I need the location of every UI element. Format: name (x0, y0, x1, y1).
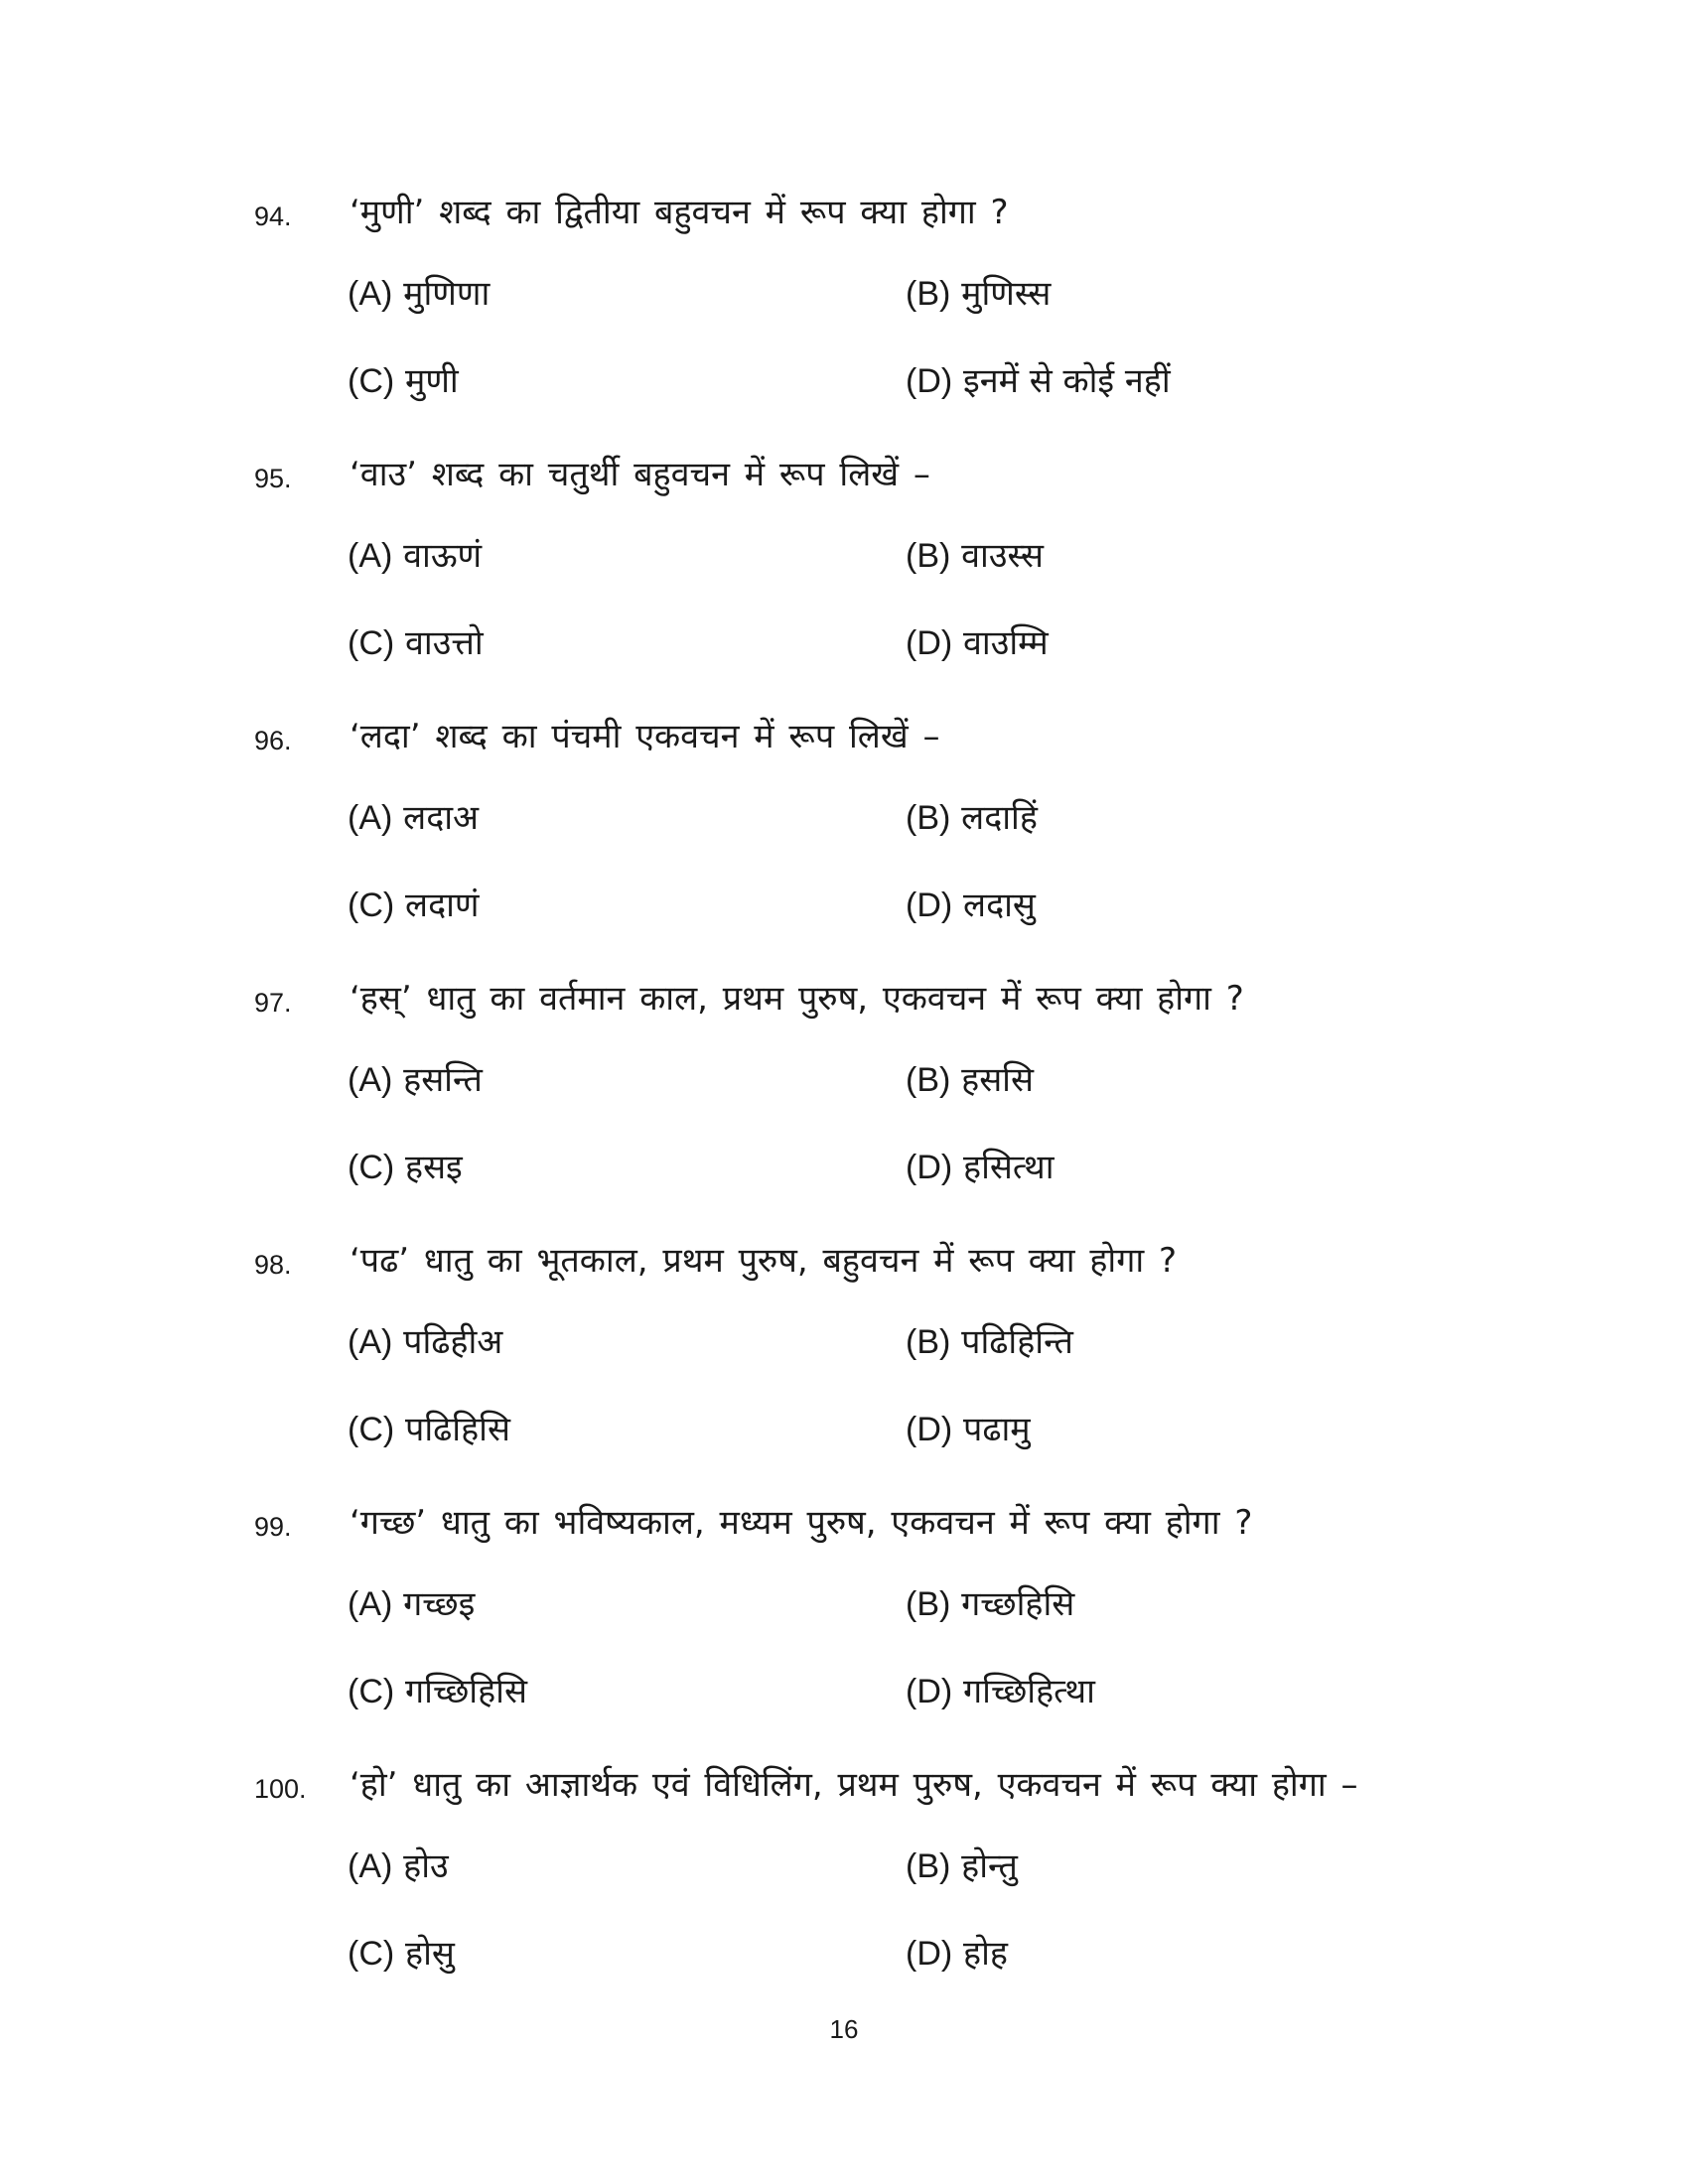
option-label: (D) (906, 1149, 953, 1186)
question-98 (0, 1231, 1688, 1493)
option-a (348, 1580, 475, 1628)
option-c (348, 357, 459, 405)
option-a (348, 794, 479, 842)
option-d (906, 882, 1036, 929)
option-text: होह (963, 1934, 1008, 1974)
option-d (906, 619, 1049, 667)
option-label: (D) (906, 1411, 953, 1448)
question-text: ‘गच्छ’ धातु का भविष्यकाल, मध्यम पुरुष, एकवचन में रूप क्या होगा ? (350, 1503, 1253, 1543)
question-number: 95. (254, 464, 292, 493)
option-label: (A) (348, 1061, 393, 1099)
option-d (906, 1668, 1095, 1715)
option-label: (D) (906, 1935, 953, 1973)
option-d (906, 1406, 1031, 1453)
question-number: 94. (254, 202, 292, 231)
option-d (906, 1144, 1055, 1191)
option-c (348, 882, 480, 929)
option-text: गच्छइ (403, 1584, 476, 1624)
option-a (348, 1056, 483, 1104)
option-text: पढिहिसि (405, 1410, 510, 1449)
question-line (0, 183, 1688, 238)
option-c (348, 1144, 463, 1191)
option-text: पढिहीअ (403, 1322, 503, 1362)
option-label: (C) (348, 1149, 395, 1186)
question-number: 99. (254, 1512, 292, 1542)
option-text: हसइ (405, 1148, 463, 1187)
option-text: गच्छिहित्था (963, 1672, 1095, 1711)
option-text: वाऊणं (403, 536, 483, 576)
option-text: वाउत्तो (405, 623, 484, 663)
question-text: ‘लदा’ शब्द का पंचमी एकवचन में रूप लिखें – (350, 717, 940, 756)
question-text: ‘हो’ धातु का आज्ञार्थक एवं विधिलिंग, प्रथम पुरुष, एकवचन में रूप क्या होगा – (350, 1765, 1358, 1805)
option-text: वाउस्स (961, 536, 1045, 576)
page-number: 16 (829, 2014, 859, 2044)
option-label: (A) (348, 275, 393, 313)
option-label: (D) (906, 1673, 953, 1710)
option-label: (C) (348, 1673, 395, 1710)
option-a (348, 532, 482, 580)
option-label: (A) (348, 799, 393, 837)
question-line (0, 969, 1688, 1024)
option-label: (A) (348, 537, 393, 575)
option-c (348, 1930, 455, 1978)
option-a (348, 270, 490, 318)
question-text: ‘मुणी’ शब्द का द्वितीया बहुवचन में रूप क्या होगा ? (350, 193, 1009, 232)
option-text: मुणिणा (403, 274, 491, 314)
question-line (0, 1493, 1688, 1549)
question-text: ‘पढ’ धातु का भूतकाल, प्रथम पुरुष, बहुवचन में रूप क्या होगा ? (350, 1241, 1177, 1281)
question-97 (0, 969, 1688, 1231)
option-label: (B) (906, 275, 951, 313)
option-a (348, 1843, 449, 1890)
question-number: 100. (254, 1774, 307, 1804)
option-label: (C) (348, 362, 395, 400)
option-label: (C) (348, 624, 395, 662)
option-text: हससि (961, 1060, 1034, 1100)
option-label: (D) (906, 624, 953, 662)
question-100 (0, 1755, 1688, 2017)
question-95 (0, 445, 1688, 707)
option-text: हसित्था (963, 1148, 1055, 1187)
question-text: ‘हस्’ धातु का वर्तमान काल, प्रथम पुरुष, एकवचन में रूप क्या होगा ? (350, 979, 1244, 1019)
option-text: होउ (403, 1846, 449, 1886)
option-b (906, 532, 1044, 580)
option-text: होसु (405, 1934, 455, 1974)
question-text: ‘वाउ’ शब्द का चतुर्थी बहुवचन में रूप लिखें – (350, 455, 930, 494)
question-line (0, 707, 1688, 762)
option-label: (B) (906, 1323, 951, 1361)
option-label: (B) (906, 1061, 951, 1099)
option-c (348, 1406, 510, 1453)
option-label: (B) (906, 799, 951, 837)
question-line (0, 445, 1688, 500)
question-line (0, 1231, 1688, 1287)
option-text: होन्तु (961, 1846, 1018, 1886)
option-label: (D) (906, 887, 953, 924)
option-text: पढिहिन्ति (961, 1322, 1073, 1362)
option-label: (A) (348, 1323, 393, 1361)
option-text: मुणी (405, 361, 459, 401)
option-b (906, 1580, 1074, 1628)
option-b (906, 1843, 1018, 1890)
option-label: (B) (906, 537, 951, 575)
option-label: (C) (348, 887, 395, 924)
option-b (906, 1056, 1034, 1104)
option-label: (A) (348, 1847, 393, 1885)
question-number: 97. (254, 988, 292, 1018)
option-d (906, 357, 1171, 405)
option-text: पढामु (963, 1410, 1031, 1449)
question-number: 98. (254, 1250, 292, 1280)
option-text: मुणिस्स (961, 274, 1052, 314)
option-c (348, 1668, 527, 1715)
question-line (0, 1755, 1688, 1811)
option-b (906, 270, 1051, 318)
option-b (906, 1318, 1073, 1366)
option-label: (A) (348, 1585, 393, 1623)
option-label: (C) (348, 1411, 395, 1448)
option-text: गच्छिहिसि (405, 1672, 527, 1711)
option-text: लदाअ (403, 798, 480, 838)
question-number: 96. (254, 726, 292, 755)
option-label: (B) (906, 1585, 951, 1623)
option-text: लदाहिं (961, 798, 1038, 838)
option-text: लदाणं (405, 886, 480, 925)
option-d (906, 1930, 1008, 1978)
question-94 (0, 183, 1688, 445)
option-text: वाउम्मि (963, 623, 1049, 663)
option-c (348, 619, 484, 667)
question-99 (0, 1493, 1688, 1755)
option-label: (D) (906, 362, 953, 400)
question-96 (0, 707, 1688, 969)
option-label: (B) (906, 1847, 951, 1885)
option-text: गच्छहिसि (961, 1584, 1075, 1624)
option-text: इनमें से कोई नहीं (963, 361, 1171, 401)
option-text: हसन्ति (403, 1060, 483, 1100)
option-text: लदासु (963, 886, 1036, 925)
option-b (906, 794, 1038, 842)
option-a (348, 1318, 502, 1366)
option-label: (C) (348, 1935, 395, 1973)
